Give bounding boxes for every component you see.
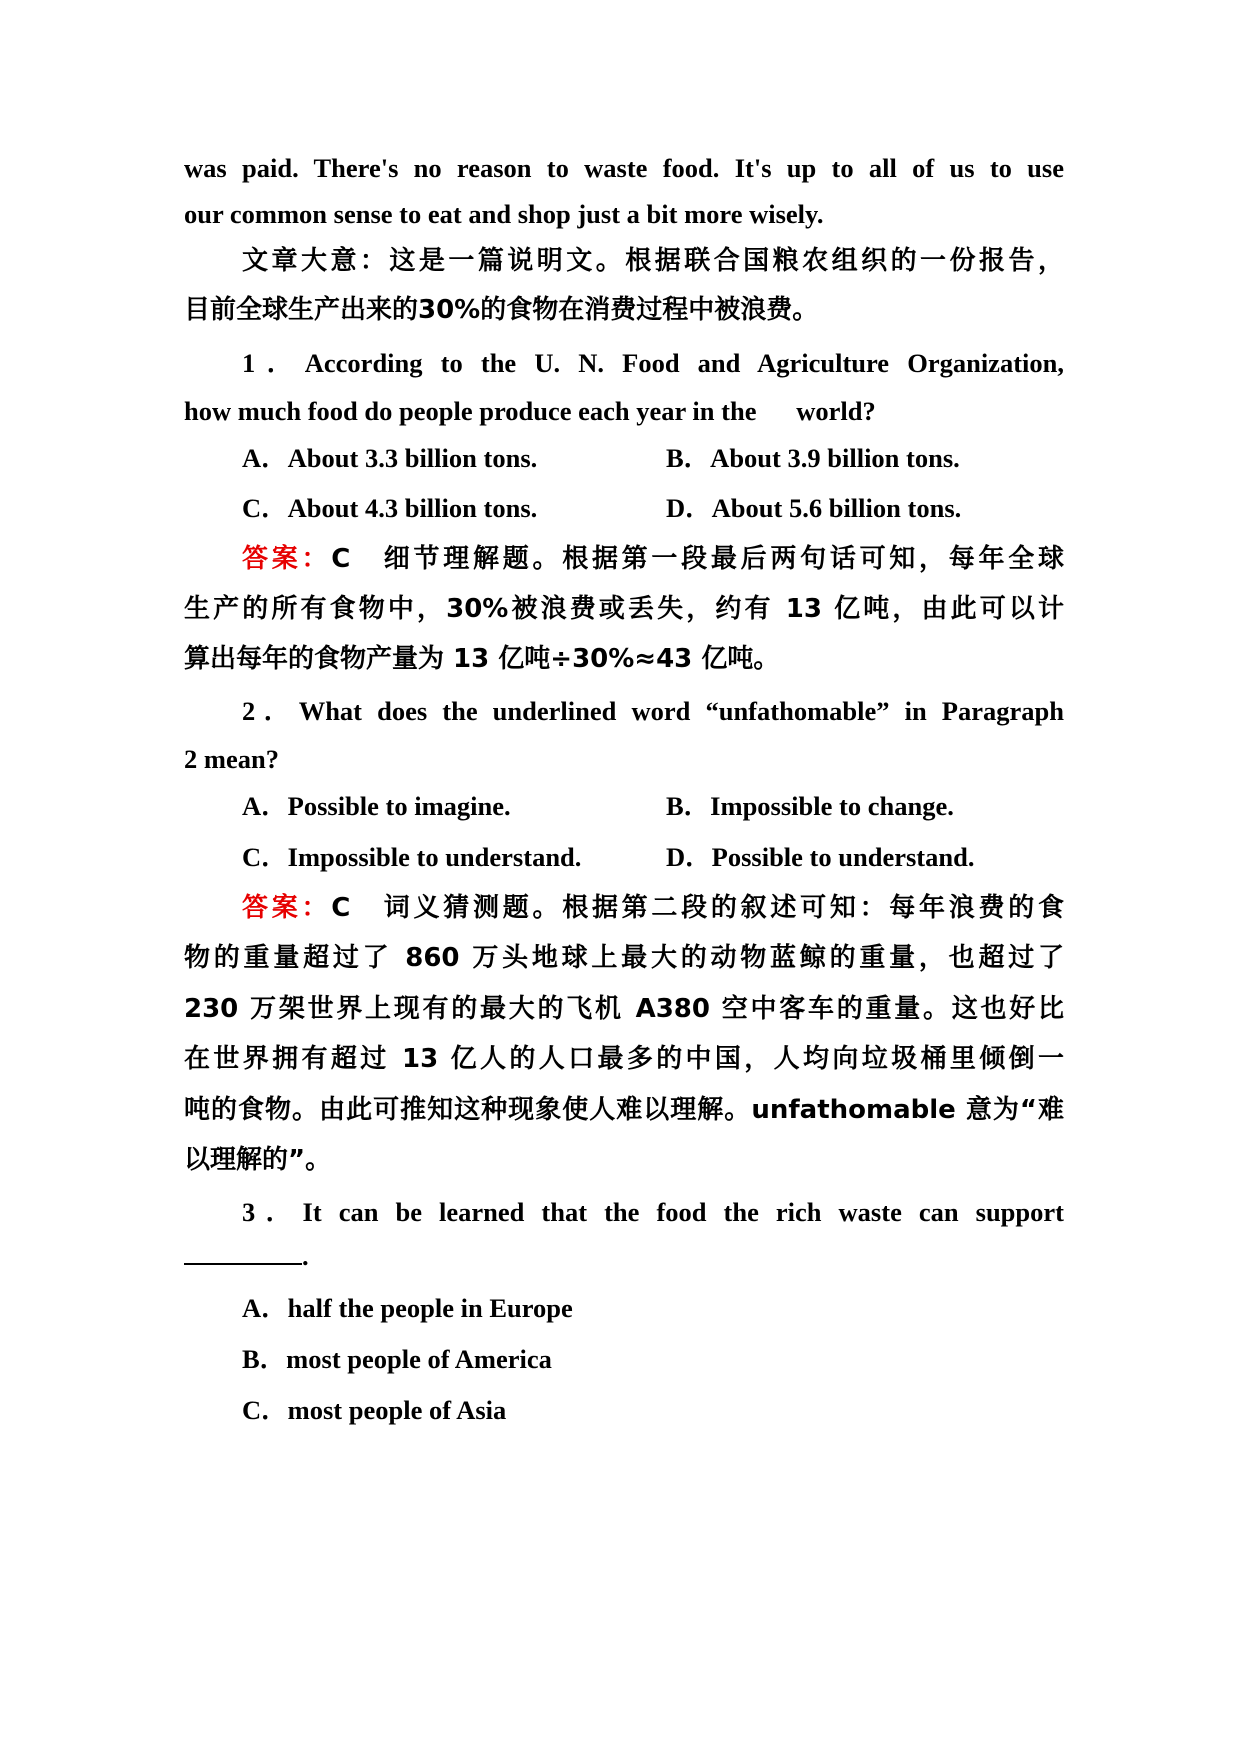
answer-explanation: 230 万架世界上现有的最大的飞机 A380 空中客车的重量。这也好比 <box>184 994 1064 1024</box>
answer-explanation: 以理解的”。 <box>184 1145 332 1175</box>
summary-line <box>242 243 1064 279</box>
passage-line: our common sense to eat and shop just a bit more wisely. <box>184 199 824 229</box>
answer-explanation: 词义猜测题。根据第二段的叙述可知：每年浪费的食 <box>383 893 1064 923</box>
question-1-options-row <box>242 440 1064 476</box>
answer-explanation: 吨的食物。由此可推知这种现象使人难以理解。unfathomable 意为“难 <box>184 1095 1064 1125</box>
answer-label: 答案： <box>242 893 332 923</box>
answer-letter: C <box>331 893 351 923</box>
option-d: D．About 5.6 billion tons. <box>666 493 962 523</box>
question-2-stem: 2．What does the underlined word “unfathomable” in Paragraph <box>242 696 1064 726</box>
answer-letter: C <box>331 544 351 574</box>
summary-text: 这是一篇说明文。根据联合国粮农组织的一份报告， <box>389 246 1064 276</box>
option-a: A．About 3.3 billion tons. <box>242 443 538 473</box>
answer-explanation: 算出每年的食物产量为 13 亿吨÷30%≈43 亿吨。 <box>184 644 780 674</box>
option-c: C．Impossible to understand. <box>242 842 582 872</box>
answer-blank <box>184 1239 302 1265</box>
passage-line: was paid. There's no reason to waste food. It's up to all of us to use <box>184 153 1064 183</box>
answer-explanation: 细节理解题。根据第一段最后两句话可知，每年全球 <box>383 544 1064 574</box>
question-3-stem: 3．It can be learned that the food the rich waste can support <box>242 1197 1064 1227</box>
option-b: B．About 3.9 billion tons. <box>666 443 960 473</box>
option-a: A．half the people in Europe <box>242 1293 573 1323</box>
option-c: C．About 4.3 billion tons. <box>242 493 538 523</box>
question-3-stem-blank-line <box>184 1238 1064 1274</box>
answer-line <box>242 890 1064 926</box>
option-a: A．Possible to imagine. <box>242 791 511 821</box>
option-b: B．most people of America <box>242 1344 552 1374</box>
option-d: D．Possible to understand. <box>666 842 975 872</box>
answer-label: 答案： <box>242 544 332 574</box>
summary-label: 文章大意： <box>242 246 390 276</box>
answer-explanation: 生产的所有食物中，30%被浪费或丢失，约有 13 亿吨，由此可以计 <box>184 594 1064 624</box>
question-2-stem: 2 mean? <box>184 744 279 774</box>
option-c: C．most people of Asia <box>242 1395 507 1425</box>
answer-line <box>242 541 1064 577</box>
answer-explanation: 在世界拥有超过 13 亿人的人口最多的中国，人均向垃圾桶里倾倒一 <box>184 1044 1064 1074</box>
summary-line: 目前全球生产出来的30%的食物在消费过程中被浪费。 <box>184 295 819 325</box>
blank-period: . <box>302 1241 309 1271</box>
question-1-options-row <box>242 490 1064 526</box>
question-2-options-row <box>242 839 1064 875</box>
answer-explanation: 物的重量超过了 860 万头地球上最大的动物蓝鲸的重量，也超过了 <box>184 943 1064 973</box>
question-2-options-row <box>242 788 1064 824</box>
option-b: B．Impossible to change. <box>666 791 954 821</box>
question-1-stem: how much food do people produce each year in the world? <box>184 396 876 426</box>
question-1-stem: 1．According to the U. N. Food and Agriculture Organization, <box>242 348 1064 378</box>
